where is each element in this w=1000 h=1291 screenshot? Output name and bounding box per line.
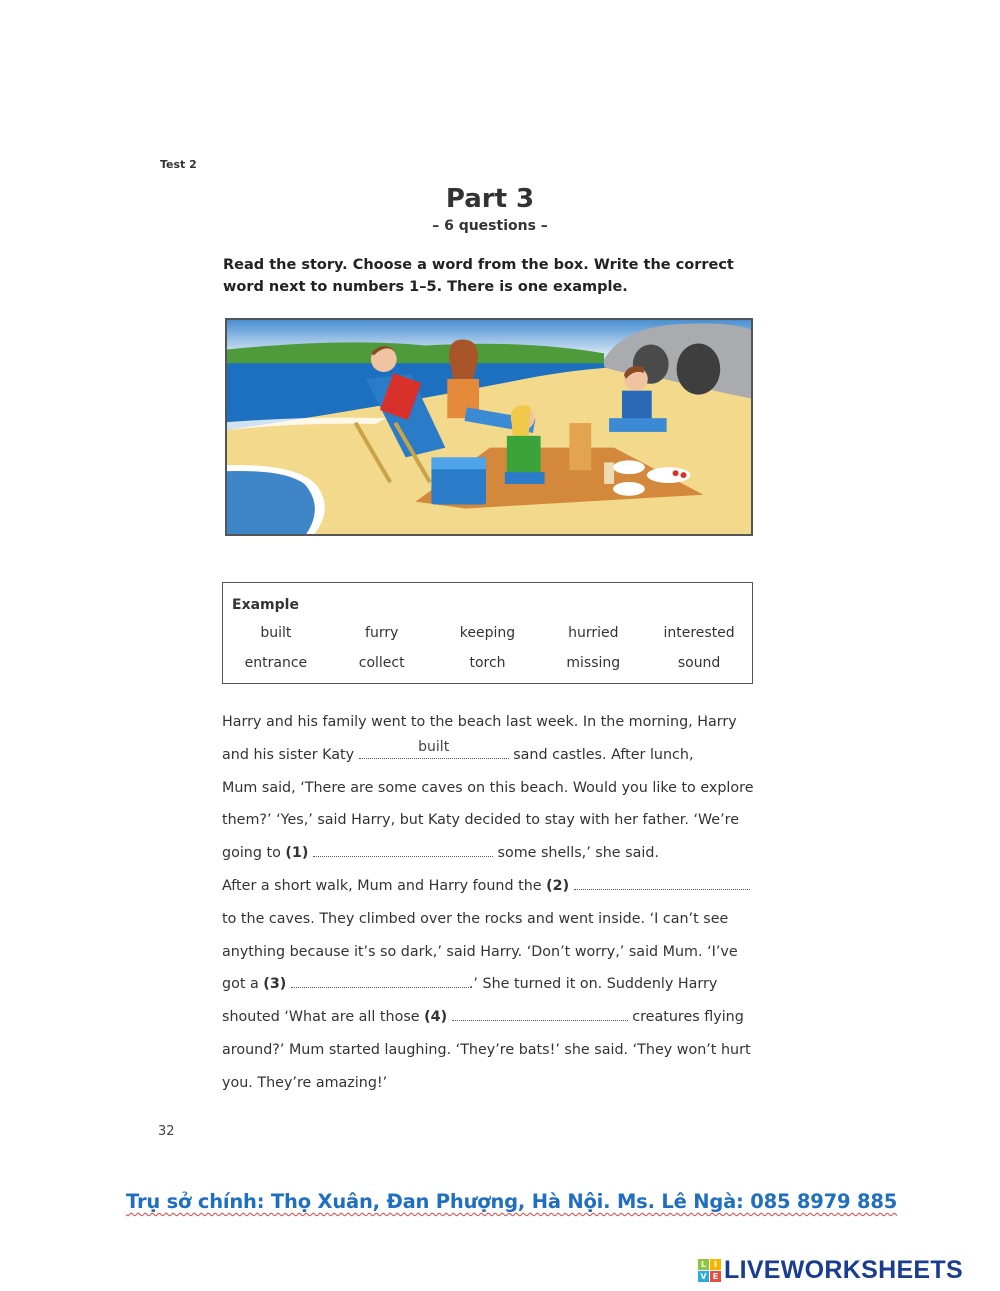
logo-letter: V <box>698 1271 709 1282</box>
story-text-segment: Harry and his family went to the beach last week. In the morning, Harry <box>222 714 737 730</box>
word-option: torch <box>469 655 506 671</box>
logo-letter: L <box>698 1259 709 1270</box>
picnic-scene-image <box>227 320 751 534</box>
word-row-2 <box>223 655 752 671</box>
question-number-2: (2) <box>546 877 570 894</box>
part-title: Part 3 <box>445 184 535 214</box>
logo-letter: I <box>710 1259 721 1270</box>
story-line <box>222 776 767 809</box>
logo-letter: E <box>710 1271 721 1282</box>
footer-contact <box>126 1190 897 1213</box>
story-text-segment: .’ She turned it on. Suddenly Harry <box>468 976 718 993</box>
story-text-segment: After a short walk, Mum and Harry found the <box>222 877 547 894</box>
example-answer: built <box>418 738 450 755</box>
logo-text: LIVEWORKSHEETS <box>724 1256 963 1284</box>
word-option: interested <box>663 625 735 641</box>
word-option: entrance <box>244 655 308 671</box>
story-text-segment: to the caves. They climbed over the rocks and went inside. ‘I can’t see <box>222 910 729 927</box>
question-number-3: (3) <box>263 976 287 993</box>
page-number: 32 <box>158 1124 175 1139</box>
story-line <box>222 972 767 1005</box>
word-option: collect <box>358 655 405 671</box>
beach-picnic-illustration <box>225 318 753 536</box>
story-line <box>222 1071 767 1104</box>
test-label: Test 2 <box>160 158 197 171</box>
answer-blank-3[interactable] <box>291 974 469 988</box>
instructions: Read the story. Choose a word from the box. Write the correct word next to numbers 1–5. There is one example. <box>223 257 734 295</box>
story-text-segment: you. They’re amazing!’ <box>222 1074 388 1091</box>
word-option: built <box>260 625 292 641</box>
contact-text: Trụ sở chính: Thọ Xuân, Đan Phượng, Hà Nội. Ms. Lê Ngà: 085 8979 885 <box>126 1190 898 1213</box>
answer-blank-4[interactable] <box>452 1007 628 1021</box>
story-text-segment: them?’ ‘Yes,’ said Harry, but Katy decided to stay with her father. ‘We’re <box>222 812 739 829</box>
story-line <box>222 738 767 776</box>
story-text-segment: going to <box>222 845 286 862</box>
story-text-segment: and his sister Katy <box>222 746 359 763</box>
story-text-segment: got a <box>222 976 264 993</box>
word-option: furry <box>365 625 399 641</box>
story-text-segment: around?’ Mum started laughing. ‘They’re bats!’ she said. ‘They won’t hurt <box>222 1041 751 1058</box>
part-subtitle: – 6 questions – <box>432 218 548 234</box>
story-line <box>222 874 767 907</box>
story-text-segment: creatures flying <box>627 1009 744 1026</box>
story-text-segment: shouted ‘What are all those <box>222 1009 425 1026</box>
liveworksheets-logo[interactable] <box>698 1256 963 1285</box>
story-line <box>222 1005 767 1038</box>
story-text-segment: sand castles. After lunch, <box>508 746 694 763</box>
example-label: Example <box>232 597 299 613</box>
word-box <box>222 582 753 684</box>
story-line <box>222 907 767 940</box>
word-option: keeping <box>459 625 516 641</box>
story-text-segment: some shells,’ she said. <box>492 845 659 862</box>
word-option: missing <box>566 655 621 671</box>
answer-blank-2[interactable] <box>574 876 750 890</box>
story-line <box>222 841 767 874</box>
word-option: hurried <box>568 625 619 641</box>
word-row-1 <box>223 625 752 641</box>
live-grid-icon <box>698 1259 721 1282</box>
question-number-1: (1) <box>285 845 309 862</box>
story-text <box>222 710 767 1104</box>
example-answer-blank <box>359 738 509 759</box>
word-option: sound <box>677 655 721 671</box>
story-line <box>222 1038 767 1071</box>
story-text-segment: Mum said, ‘There are some caves on this beach. Would you like to explore <box>222 779 754 796</box>
answer-blank-1[interactable] <box>313 843 493 857</box>
story-text-segment: anything because it’s so dark,’ said Harry. ‘Don’t worry,’ said Mum. ‘I’ve <box>222 943 738 960</box>
story-line <box>222 808 767 841</box>
question-number-4: (4) <box>424 1009 448 1026</box>
story-line <box>222 940 767 973</box>
